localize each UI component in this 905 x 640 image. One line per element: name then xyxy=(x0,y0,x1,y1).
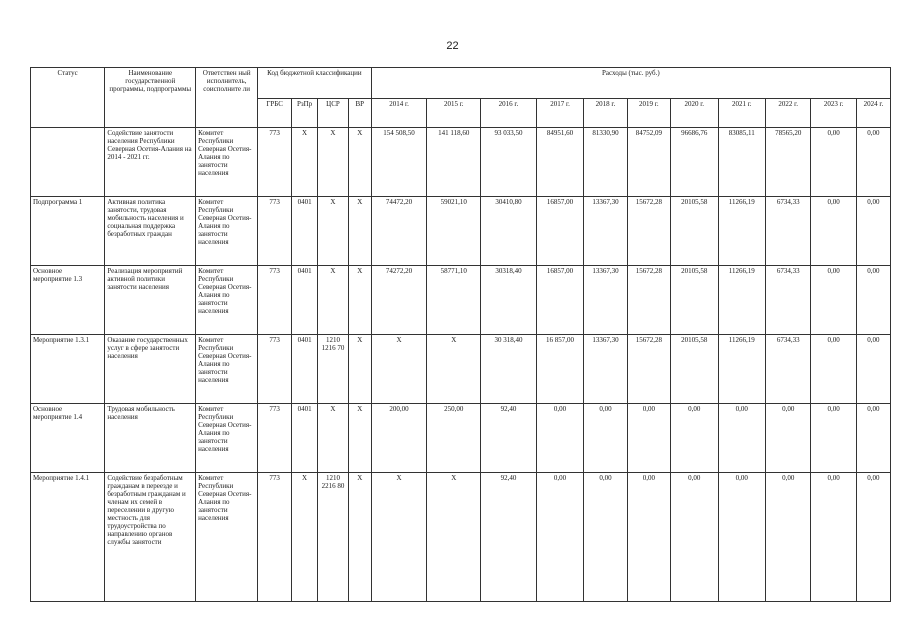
cell-value-2019: 0,00 xyxy=(627,404,670,473)
cell-code-rzpr: X xyxy=(292,128,318,197)
header-name: Наименование государственной программы, подпрограммы xyxy=(105,68,196,128)
cell-value-2023: 0,00 xyxy=(811,473,856,602)
header-code-csr: ЦСР xyxy=(317,99,348,128)
cell-code-rzpr: 0401 xyxy=(292,266,318,335)
cell-value-2023: 0,00 xyxy=(811,266,856,335)
table-row xyxy=(31,473,891,602)
cell-value-2022: 0,00 xyxy=(765,473,810,602)
cell-value-2021: 0,00 xyxy=(718,473,765,602)
cell-value-2016: 92,40 xyxy=(481,473,537,602)
header-status: Статус xyxy=(31,68,105,128)
header-expenses: Расходы (тыс. руб.) xyxy=(371,68,890,99)
cell-responsible: Комитет Республики Северная Осетия-Алания по занятости населения xyxy=(196,473,258,602)
header-year-2019: 2019 г. xyxy=(627,99,670,128)
cell-value-2020: 0,00 xyxy=(671,473,718,602)
cell-value-2017: 84951,60 xyxy=(536,128,583,197)
cell-value-2021: 11266,19 xyxy=(718,266,765,335)
cell-value-2015: 59021,10 xyxy=(427,197,481,266)
header-year-2015: 2015 г. xyxy=(427,99,481,128)
cell-code-csr: X xyxy=(317,128,348,197)
cell-value-2017: 16 857,00 xyxy=(536,335,583,404)
cell-code-grbs: 773 xyxy=(258,404,292,473)
cell-code-grbs: 773 xyxy=(258,335,292,404)
cell-responsible: Комитет Республики Северная Осетия-Алания по занятости населения xyxy=(196,335,258,404)
cell-code-vr: X xyxy=(348,266,371,335)
cell-value-2014: X xyxy=(371,335,427,404)
cell-status: Основное мероприятие 1.4 xyxy=(31,404,105,473)
cell-value-2014: 200,00 xyxy=(371,404,427,473)
cell-value-2016: 30410,80 xyxy=(481,197,537,266)
header-year-2017: 2017 г. xyxy=(536,99,583,128)
cell-code-vr: X xyxy=(348,404,371,473)
header-budget-code: Код бюджетной классификации xyxy=(258,68,372,99)
header-responsible: Ответствен ный исполнитель, соисполните ли xyxy=(196,68,258,128)
cell-value-2022: 6734,33 xyxy=(765,266,810,335)
cell-value-2015: 58771,10 xyxy=(427,266,481,335)
cell-code-rzpr: 0401 xyxy=(292,197,318,266)
cell-responsible: Комитет Республики Северная Осетия-Алания по занятости населения xyxy=(196,404,258,473)
cell-value-2019: 84752,09 xyxy=(627,128,670,197)
cell-code-rzpr: 0401 xyxy=(292,404,318,473)
cell-value-2020: 20105,58 xyxy=(671,266,718,335)
cell-value-2020: 0,00 xyxy=(671,404,718,473)
cell-name: Активная политика занятости, трудовая мобильность населения и социальная поддержка безработных граждан xyxy=(105,197,196,266)
cell-value-2022: 0,00 xyxy=(765,404,810,473)
cell-value-2016: 92,40 xyxy=(481,404,537,473)
cell-value-2016: 30318,40 xyxy=(481,266,537,335)
cell-code-csr: X xyxy=(317,197,348,266)
cell-value-2015: 250,00 xyxy=(427,404,481,473)
cell-value-2014: 74272,20 xyxy=(371,266,427,335)
cell-value-2014: X xyxy=(371,473,427,602)
cell-value-2014: 74472,20 xyxy=(371,197,427,266)
cell-value-2019: 15672,28 xyxy=(627,335,670,404)
cell-code-csr: X xyxy=(317,404,348,473)
cell-code-grbs: 773 xyxy=(258,473,292,602)
cell-code-grbs: 773 xyxy=(258,197,292,266)
table-row xyxy=(31,128,891,197)
cell-value-2014: 154 508,50 xyxy=(371,128,427,197)
header-year-2021: 2021 г. xyxy=(718,99,765,128)
page-number: 22 xyxy=(446,40,459,52)
cell-code-grbs: 773 xyxy=(258,128,292,197)
cell-value-2018: 13367,30 xyxy=(584,197,627,266)
cell-value-2016: 30 318,40 xyxy=(481,335,537,404)
cell-value-2024: 0,00 xyxy=(856,335,890,404)
cell-name: Содействие безработным гражданам в переезде и безработным гражданам и членам их семей в переселении в другую местность для трудоустройства по направлению органов службы занятости xyxy=(105,473,196,602)
header-year-2018: 2018 г. xyxy=(584,99,627,128)
cell-value-2015: X xyxy=(427,473,481,602)
header-code-vr: ВР xyxy=(348,99,371,128)
cell-name: Реализация мероприятий активной политики занятости населения xyxy=(105,266,196,335)
cell-name: Оказание государственных услуг в сфере занятости населения xyxy=(105,335,196,404)
budget-table xyxy=(30,67,891,602)
cell-code-vr: X xyxy=(348,335,371,404)
cell-responsible: Комитет Республики Северная Осетия-Алания по занятости населения xyxy=(196,266,258,335)
cell-value-2015: X xyxy=(427,335,481,404)
cell-value-2018: 0,00 xyxy=(584,473,627,602)
cell-value-2022: 6734,33 xyxy=(765,197,810,266)
cell-value-2018: 0,00 xyxy=(584,404,627,473)
table-row xyxy=(31,197,891,266)
header-year-2022: 2022 г. xyxy=(765,99,810,128)
table-row xyxy=(31,404,891,473)
cell-status: Мероприятие 1.4.1 xyxy=(31,473,105,602)
cell-value-2018: 13367,30 xyxy=(584,266,627,335)
cell-value-2023: 0,00 xyxy=(811,404,856,473)
cell-value-2020: 96686,76 xyxy=(671,128,718,197)
cell-value-2018: 13367,30 xyxy=(584,335,627,404)
cell-value-2022: 6734,33 xyxy=(765,335,810,404)
cell-value-2024: 0,00 xyxy=(856,197,890,266)
cell-responsible: Комитет Республики Северная Осетия-Алания по занятости населения xyxy=(196,197,258,266)
cell-value-2019: 0,00 xyxy=(627,473,670,602)
header-code-grbs: ГРБС xyxy=(258,99,292,128)
cell-status: Подпрограмма 1 xyxy=(31,197,105,266)
table-row xyxy=(31,266,891,335)
cell-status xyxy=(31,128,105,197)
cell-value-2017: 16857,00 xyxy=(536,266,583,335)
cell-name: Содействие занятости населения Республики Северная Осетия-Алания на 2014 - 2021 гг. xyxy=(105,128,196,197)
cell-value-2023: 0,00 xyxy=(811,335,856,404)
cell-value-2024: 0,00 xyxy=(856,266,890,335)
cell-value-2024: 0,00 xyxy=(856,404,890,473)
cell-code-vr: X xyxy=(348,128,371,197)
cell-code-vr: X xyxy=(348,197,371,266)
cell-value-2015: 141 118,60 xyxy=(427,128,481,197)
header-year-2014: 2014 г. xyxy=(371,99,427,128)
header-year-2016: 2016 г. xyxy=(481,99,537,128)
cell-value-2022: 78565,20 xyxy=(765,128,810,197)
cell-value-2017: 0,00 xyxy=(536,473,583,602)
cell-value-2019: 15672,28 xyxy=(627,266,670,335)
cell-value-2021: 11266,19 xyxy=(718,197,765,266)
cell-code-csr: X xyxy=(317,266,348,335)
cell-value-2024: 0,00 xyxy=(856,473,890,602)
cell-code-csr: 1210 1216 70 xyxy=(317,335,348,404)
cell-value-2024: 0,00 xyxy=(856,128,890,197)
cell-value-2020: 20105,58 xyxy=(671,197,718,266)
cell-value-2021: 0,00 xyxy=(718,404,765,473)
cell-value-2023: 0,00 xyxy=(811,128,856,197)
cell-value-2018: 81330,90 xyxy=(584,128,627,197)
cell-value-2017: 16857,00 xyxy=(536,197,583,266)
cell-name: Трудовая мобильность населения xyxy=(105,404,196,473)
cell-value-2020: 20105,58 xyxy=(671,335,718,404)
cell-status: Основное мероприятие 1.3 xyxy=(31,266,105,335)
cell-code-rzpr: 0401 xyxy=(292,335,318,404)
cell-code-grbs: 773 xyxy=(258,266,292,335)
cell-responsible: Комитет Республики Северная Осетия-Алания по занятости населения xyxy=(196,128,258,197)
cell-value-2019: 15672,28 xyxy=(627,197,670,266)
header-code-rzpr: РзПр xyxy=(292,99,318,128)
cell-status: Мероприятие 1.3.1 xyxy=(31,335,105,404)
cell-code-vr: X xyxy=(348,473,371,602)
cell-value-2021: 11266,19 xyxy=(718,335,765,404)
table-row xyxy=(31,335,891,404)
cell-value-2021: 83085,11 xyxy=(718,128,765,197)
table-body xyxy=(31,128,891,602)
header-year-2024: 2024 г. xyxy=(856,99,890,128)
header-year-2023: 2023 г. xyxy=(811,99,856,128)
cell-code-rzpr: X xyxy=(292,473,318,602)
cell-value-2017: 0,00 xyxy=(536,404,583,473)
cell-code-csr: 1210 2216 80 xyxy=(317,473,348,602)
cell-value-2023: 0,00 xyxy=(811,197,856,266)
cell-value-2016: 93 033,50 xyxy=(481,128,537,197)
header-year-2020: 2020 г. xyxy=(671,99,718,128)
